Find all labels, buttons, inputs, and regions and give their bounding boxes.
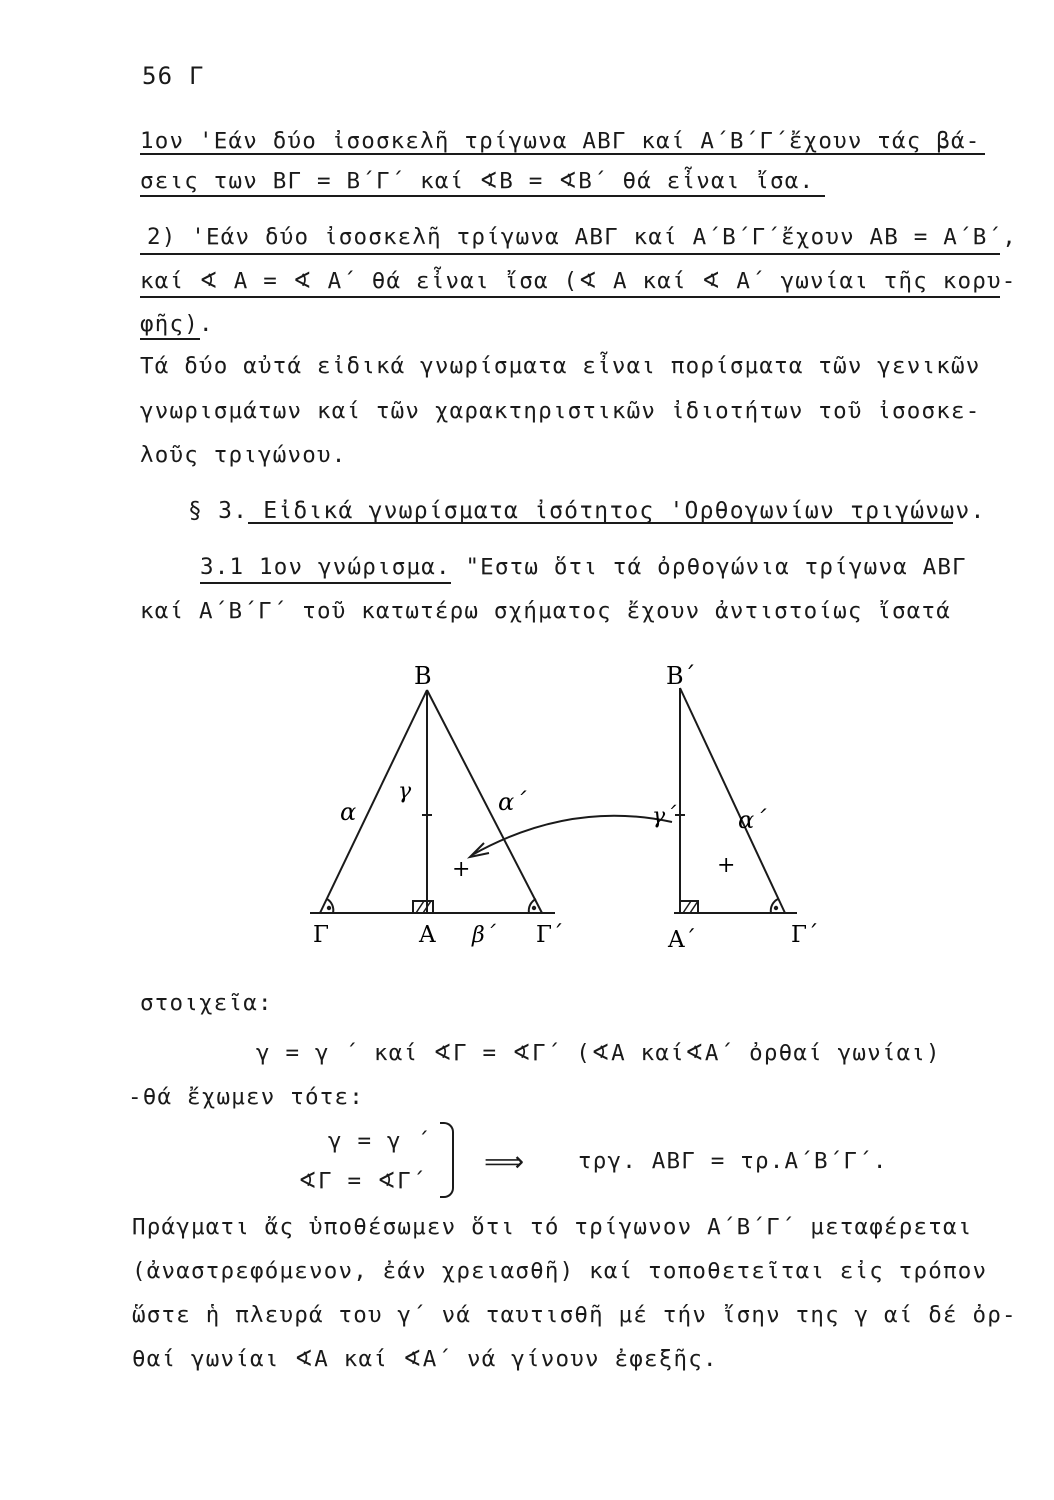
- p4-line1: [200, 556, 967, 579]
- p2-line1: 2) 'Εάν δύο ἰσοσκελῆ τρίγωνα ΑΒΓ καί Α΄Β΄Γ΄ἔχουν ΑΒ = Α΄Β΄,: [147, 224, 1018, 250]
- hypotenuse-a-prime: [680, 688, 785, 913]
- angle-arc-Gamma: [327, 899, 333, 913]
- p1-line2: σεις των ΒΓ = Β΄Γ΄ καί ∢Β = ∢Β΄ θά εἶναι ἴσα.: [140, 168, 815, 194]
- p3-line3: λοῦς τριγώνου.: [140, 442, 347, 468]
- final-line-3: ὥστε ἡ πλευρά του γ΄ νά ταυτισθῆ μέ τήν ἴσην της γ αί δέ ὀρ-: [132, 1302, 1017, 1328]
- p4-label: 3.1 1ον γνώρισμα.: [200, 554, 451, 584]
- system-line-2: ∢Γ = ∢Γ΄: [298, 1168, 427, 1194]
- label-Gamma: Γ: [313, 922, 329, 948]
- label-A-prime: A΄: [668, 927, 697, 953]
- label-gamma: γ: [398, 779, 412, 804]
- p4-line2: καί Α΄Β΄Γ΄ τοῦ κατωτέρω σχήματος ἔχουν ἀντιστοίως ἴσατά: [140, 598, 952, 624]
- angle-dot-Gamma: [327, 906, 331, 910]
- final-line-1: Πράγματι ἄς ὑποθέσωμεν ὅτι τό τρίγωνον Α΄Β΄Γ΄ μεταφέρεται: [132, 1214, 973, 1240]
- label-a: α: [340, 798, 357, 826]
- p2-line3: φῆς).: [140, 311, 214, 337]
- label-beta-prime: β΄: [472, 923, 496, 948]
- triangles-figure: [0, 650, 1054, 990]
- p2-line2: καί ∢ Α = ∢ Α΄ θά εἶναι ἴσα (∢ Α καί ∢ Α΄ γωνίαι τῆς κορυ-: [140, 268, 1017, 294]
- section-heading-underline: [248, 522, 953, 524]
- p1-line1: 1ον 'Εάν δύο ἰσοσκελῆ τρίγωνα ΑΒΓ καί Α΄Β΄Γ΄ἔχουν τάς βά-: [140, 128, 981, 154]
- label-gamma-prime: γ΄: [652, 804, 677, 829]
- page-number: 56 Γ: [142, 62, 205, 90]
- section-heading: § 3. Εἰδικά γνωρίσματα ἰσότητος 'Ορθογωνίων τριγώνων.: [188, 498, 986, 524]
- p1-underline1: [140, 153, 985, 155]
- condition-line: γ = γ ΄ καί ∢Γ = ∢Γ΄ (∢Α καί∢Α΄ ὀρθαί γωνίαι): [256, 1040, 941, 1066]
- angle-dot-Gamma2: [532, 906, 536, 910]
- right-angle-hatch: [683, 901, 691, 913]
- p1-underline2: [140, 195, 825, 197]
- label-a-prime-2: α΄: [738, 806, 767, 834]
- angle-arc-Gamma-prime: [771, 899, 778, 913]
- p3-line1: Τά δύο αὐτά εἰδικά γνωρίσματα εἶναι πορίσματα τῶν γενικῶν: [140, 353, 981, 379]
- label-Gamma-prime: Γ΄: [791, 922, 819, 948]
- final-line-4: θαί γωνίαι ∢Α καί ∢Α΄ νά γίνουν ἐφεξῆς.: [132, 1346, 718, 1372]
- p2-underline1: [140, 253, 1000, 255]
- label-plus-2: +: [717, 853, 736, 878]
- system-line-1: γ = γ ΄: [328, 1128, 432, 1154]
- right-angle-hatch: [690, 901, 698, 913]
- right-angle-hatch: [416, 901, 424, 913]
- label-A: A: [419, 922, 436, 948]
- then-line: -θά ἔχωμεν τότε:: [128, 1084, 364, 1110]
- p4-line1-rest: "Εστω ὅτι τά ὀρθογώνια τρίγωνα ΑΒΓ: [465, 554, 967, 580]
- implies-arrow: ⟹: [484, 1145, 526, 1178]
- label-B-prime: B΄: [666, 662, 696, 690]
- p2-underline2: [140, 296, 1000, 298]
- label-plus-1: +: [452, 857, 471, 882]
- stoicheia-label: στοιχεῖα:: [140, 990, 273, 1016]
- system-brace: [440, 1122, 454, 1198]
- final-line-2: (ἀναστρεφόμενον, ἐάν χρειασθῆ) καί τοποθετεῖται εἰς τρόπον: [132, 1258, 988, 1284]
- label-a-prime: α΄: [498, 788, 527, 816]
- p3-line2: γνωρισμάτων καί τῶν χαρακτηριστικῶν ἰδιοτήτων τοῦ ἰσοσκε-: [140, 398, 981, 424]
- label-B: B: [414, 662, 432, 690]
- angle-dot-Gamma-prime: [774, 906, 778, 910]
- p2-underline3: [140, 338, 200, 340]
- conclusion: τργ. ΑΒΓ = τρ.Α΄Β΄Γ΄.: [578, 1148, 888, 1174]
- label-Gamma2: Γ΄: [536, 922, 564, 948]
